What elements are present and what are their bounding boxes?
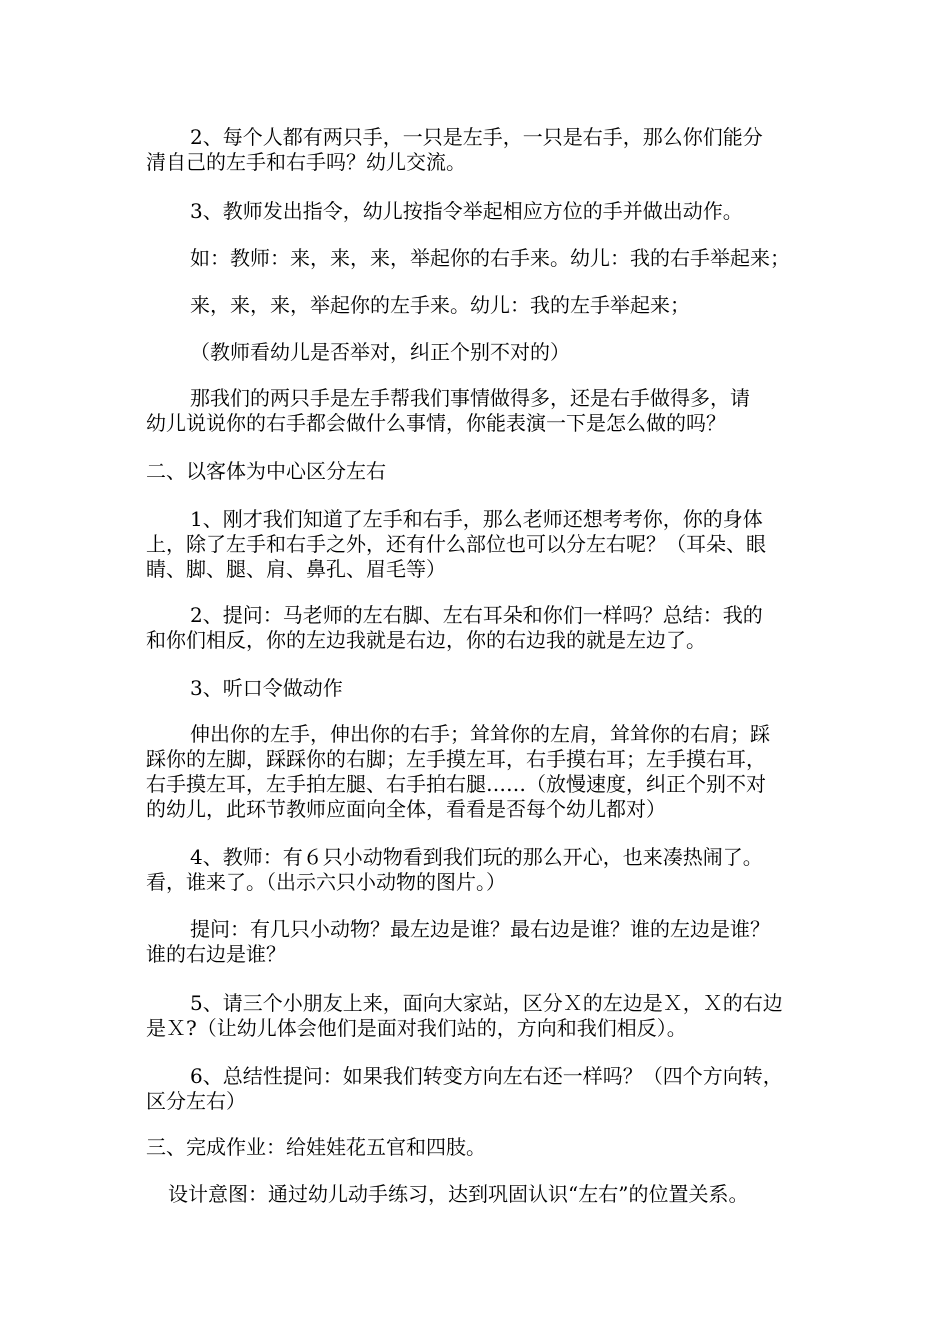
- text-line: 伸出你的左手，伸出你的右手；耸耸你的左肩，耸耸你的右肩；踩: [190, 722, 770, 746]
- text-line: 二、以客体为中心区分左右: [146, 459, 386, 483]
- section-heading-object-centered: [146, 459, 810, 484]
- text-line: 5、请三个小朋友上来，面向大家站，区分Ｘ的左边是Ｘ，Ｘ的右边: [190, 991, 783, 1015]
- text-line: 区分左右）: [146, 1089, 246, 1113]
- section-heading-homework: [146, 1135, 810, 1160]
- paragraph-three-children: [146, 991, 810, 1041]
- text-line: 的幼儿，此环节教师应面向全体，看看是否每个幼儿都对）: [146, 797, 666, 821]
- text-line: 提问：有几只小动物？最左边是谁？最右边是谁？谁的左边是谁？: [190, 917, 770, 941]
- text-line: 如：教师：来，来，来，举起你的右手来。幼儿：我的右手举起来；: [190, 246, 790, 270]
- text-line: 3、教师发出指令，幼儿按指令举起相应方位的手并做出动作。: [190, 199, 743, 223]
- paragraph-design-intent: [146, 1182, 810, 1207]
- text-line: 右手摸左耳，左手拍左腿、右手拍右腿……（放慢速度，纠正个别不对: [146, 772, 766, 796]
- text-line: 清自己的左手和右手吗？幼儿交流。: [146, 150, 466, 174]
- text-line: 谁的右边是谁？: [146, 942, 286, 966]
- text-line: 看，谁来了。（出示六只小动物的图片。）: [146, 870, 506, 894]
- paragraph-example-right-hand: [146, 246, 810, 271]
- paragraph-listen-and-act: [146, 676, 810, 701]
- text-line: 1、刚才我们知道了左手和右手，那么老师还想考考你，你的身体: [190, 507, 763, 531]
- paragraph-teacher-check: [146, 340, 810, 365]
- text-line: 睛、脚、腿、肩、鼻孔、眉毛等）: [146, 557, 446, 581]
- paragraph-which-hand-does-more: [146, 386, 810, 436]
- paragraph-six-animals: [146, 845, 810, 895]
- paragraph-example-left-hand: [146, 293, 810, 318]
- text-line: 踩你的左脚，踩踩你的右脚；左手摸左耳，右手摸右耳；左手摸右耳，: [146, 747, 766, 771]
- paragraph-summary-question: [146, 1064, 810, 1114]
- text-line: 和你们相反，你的左边我就是右边，你的右边我的就是左边了。: [146, 628, 706, 652]
- paragraph-animal-questions: [146, 917, 810, 967]
- text-line: 那我们的两只手是左手帮我们事情做得多，还是右手做得多，请: [190, 386, 750, 410]
- text-line: 设计意图：通过幼儿动手练习，达到巩固认识“左右”的位置关系。: [168, 1182, 749, 1206]
- paragraph-left-right-hands: [146, 125, 810, 175]
- paragraph-teacher-instruction: [146, 199, 810, 224]
- text-line: 6、总结性提问：如果我们转变方向左右还一样吗？（四个方向转，: [190, 1064, 783, 1088]
- text-line: 三、完成作业：给娃娃花五官和四肢。: [146, 1135, 486, 1159]
- text-line: 3、听口令做动作: [190, 676, 343, 700]
- text-line: 4、教师：有６只小动物看到我们玩的那么开心，也来凑热闹了。: [190, 845, 763, 869]
- text-line: 2、提问：马老师的左右脚、左右耳朵和你们一样吗？总结：我的: [190, 603, 763, 627]
- text-line: 来，来，来，举起你的左手来。幼儿：我的左手举起来；: [190, 293, 690, 317]
- text-line: 幼儿说说你的右手都会做什么事情，你能表演一下是怎么做的吗？: [146, 411, 726, 435]
- text-line: 2、每个人都有两只手，一只是左手，一只是右手，那么你们能分: [190, 125, 763, 149]
- text-line: 是Ｘ?（让幼儿体会他们是面对我们站的，方向和我们相反）。: [146, 1016, 687, 1040]
- paragraph-body-parts: [146, 507, 810, 582]
- text-line: 上，除了左手和右手之外，还有什么部位也可以分左右呢？（耳朵、眼: [146, 532, 766, 556]
- paragraph-action-commands: [146, 722, 810, 822]
- text-line: （教师看幼儿是否举对，纠正个别不对的）: [190, 340, 570, 364]
- paragraph-teacher-opposite: [146, 603, 810, 653]
